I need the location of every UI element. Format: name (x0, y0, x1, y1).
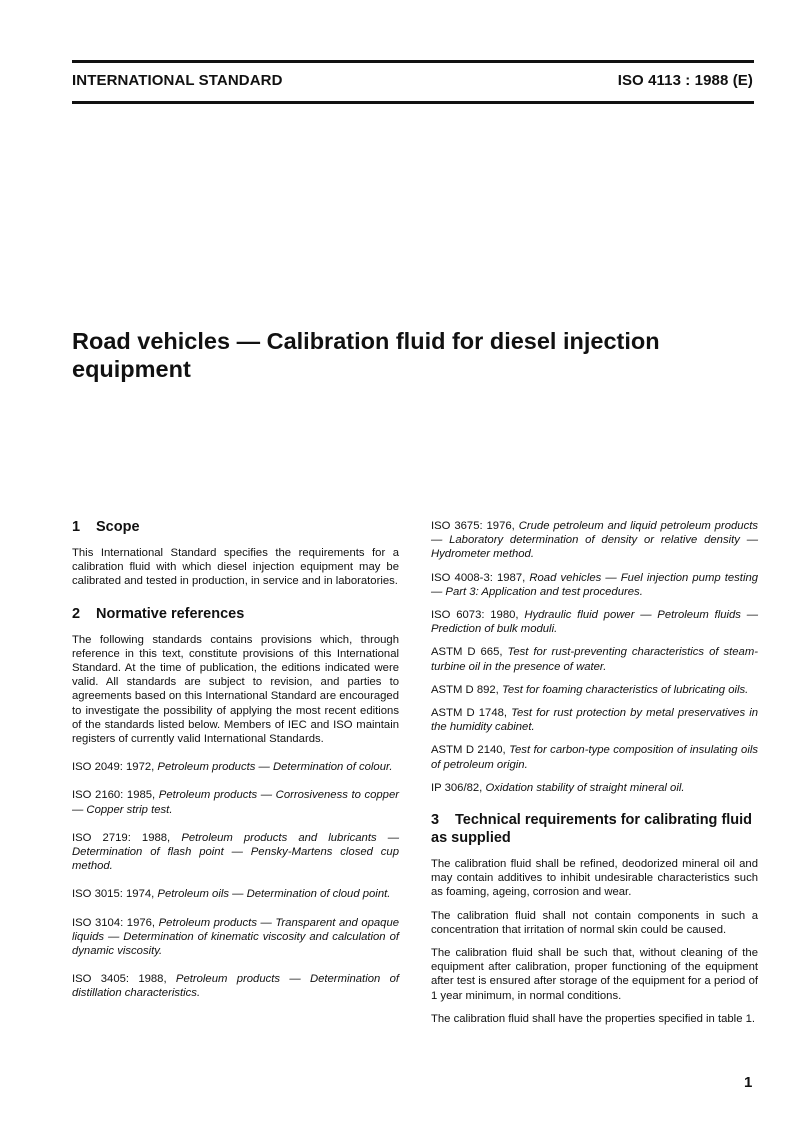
reference-code: ISO 2160: 1985, (72, 789, 156, 802)
reference-item (431, 743, 758, 771)
section-1-heading (72, 518, 399, 536)
reference-title: Test for rust-preventing characteristics of steam-turbine oil in the presence of water. (431, 646, 758, 673)
technical-paragraph: The calibration fluid shall not contain components in such a concentration that irritation of normal skin could be caused. (431, 909, 758, 936)
reference-title: Petroleum oils — Determination of cloud point. (157, 888, 391, 901)
header-bottom-rule (72, 101, 754, 104)
reference-title: Hydraulic fluid power — Petroleum fluids — Prediction of bulk moduli. (431, 609, 758, 636)
reference-code: ISO 3675: 1976, (431, 520, 515, 532)
reference-item (431, 571, 758, 599)
reference-code: ASTM D 2140, (431, 744, 506, 757)
section-number: 3 (431, 812, 440, 829)
reference-title: Road vehicles — Fuel injection pump testing — Part 3: Application and test procedures. (431, 571, 759, 598)
reference-code: ISO 3104: 1976, (72, 916, 156, 929)
section-2-heading (72, 605, 399, 623)
section-title: Technical requirements for calibrating fluid as supplied (431, 812, 753, 847)
reference-item (431, 683, 758, 697)
section-title: Scope (96, 519, 140, 535)
reference-title: Crude petroleum and liquid petroleum products — Laboratory determination of density or relative density — Hydrometer method. (431, 520, 759, 561)
reference-title: Test for rust protection by metal preservatives in the humidity cabinet. (431, 707, 758, 734)
header-top-rule (72, 60, 754, 63)
reference-item (431, 608, 758, 636)
reference-title: Test for foaming characteristics of lubricating oils. (501, 683, 749, 696)
reference-item (72, 972, 399, 1000)
technical-paragraph: The calibration fluid shall be refined, deodorized mineral oil and may contain additives to inhibit undesirable characteristics such as foaming, ageing, corrosion and wear. (431, 858, 758, 899)
standard-number: ISO 4113 : 1988 (E) (617, 72, 753, 89)
reference-title: Petroleum products and lubricants — Determination of flash point — Pensky-Martens closed cup method. (72, 831, 400, 873)
technical-paragraph: The calibration fluid shall be such that, without cleaning of the equipment after calibration, proper functioning of the equipment after test is ensured after storage of the equipment for a period of 1 year minimum, in normal conditions. (431, 947, 758, 1002)
normative-intro-paragraph: The following standards contains provisions which, through reference in this text, constitute provisions of this International Standard. At the time of publication, the editions indicated were valid. All standards are subject to revision, and parties to agreements based on this International Standard are encouraged to investigate the possibility of applying the most recent editions of the standards listed below. Members of IEC and ISO maintain registers of currently valid International Standards. (72, 633, 399, 746)
section-number: 2 (72, 605, 81, 622)
reference-item (72, 887, 399, 901)
reference-code: ASTM D 1748, (431, 707, 508, 720)
reference-title: Petroleum products — Transparent and opaque liquids — Determination of kinematic viscosity and calculation of dynamic viscosity. (72, 916, 400, 958)
section-number: 1 (72, 519, 81, 535)
reference-title: Test for carbon-type composition of insulating oils of petroleum origin. (431, 744, 758, 771)
right-column (431, 519, 758, 1026)
reference-item (72, 760, 399, 774)
scope-paragraph: This International Standard specifies the requirements for a calibration fluid with which diesel injection equipment may be calibrated and tested in production, in service and in laboratories. (72, 547, 399, 588)
left-column (72, 518, 399, 1001)
reference-item (72, 916, 399, 959)
document-title: Road vehicles — Calibration fluid for diesel injection equipment (72, 328, 660, 382)
reference-code: ISO 3015: 1974, (72, 888, 155, 901)
reference-code: ASTM D 665, (431, 646, 503, 659)
reference-item (431, 781, 758, 795)
reference-code: ISO 2719: 1988, (72, 831, 171, 844)
reference-title: Petroleum products — Determination of colour. (157, 761, 393, 774)
reference-code: IP 306/82, (431, 781, 483, 794)
reference-code: ASTM D 892, (431, 683, 499, 696)
technical-paragraph: The calibration fluid shall have the properties specified in table 1. (431, 1012, 756, 1025)
reference-item (431, 706, 758, 734)
document-type-label: INTERNATIONAL STANDARD (72, 72, 283, 89)
section-3-heading (431, 811, 758, 847)
reference-item (72, 831, 399, 874)
reference-code: ISO 4008-3: 1987, (431, 571, 526, 584)
reference-item (431, 645, 758, 673)
reference-title: Petroleum products — Corrosiveness to copper — Copper strip test. (72, 789, 400, 816)
reference-code: ISO 3405: 1988, (72, 973, 167, 986)
reference-title: Oxidation stability of straight mineral oil. (485, 781, 685, 794)
page-number: 1 (744, 1074, 753, 1091)
reference-title: Petroleum products — Determination of distillation characteristics. (72, 973, 399, 1000)
section-title: Normative references (96, 605, 245, 622)
reference-code: ISO 2049: 1972, (72, 761, 155, 774)
reference-item (72, 788, 399, 816)
reference-item (431, 519, 758, 562)
reference-code: ISO 6073: 1980, (431, 609, 519, 622)
